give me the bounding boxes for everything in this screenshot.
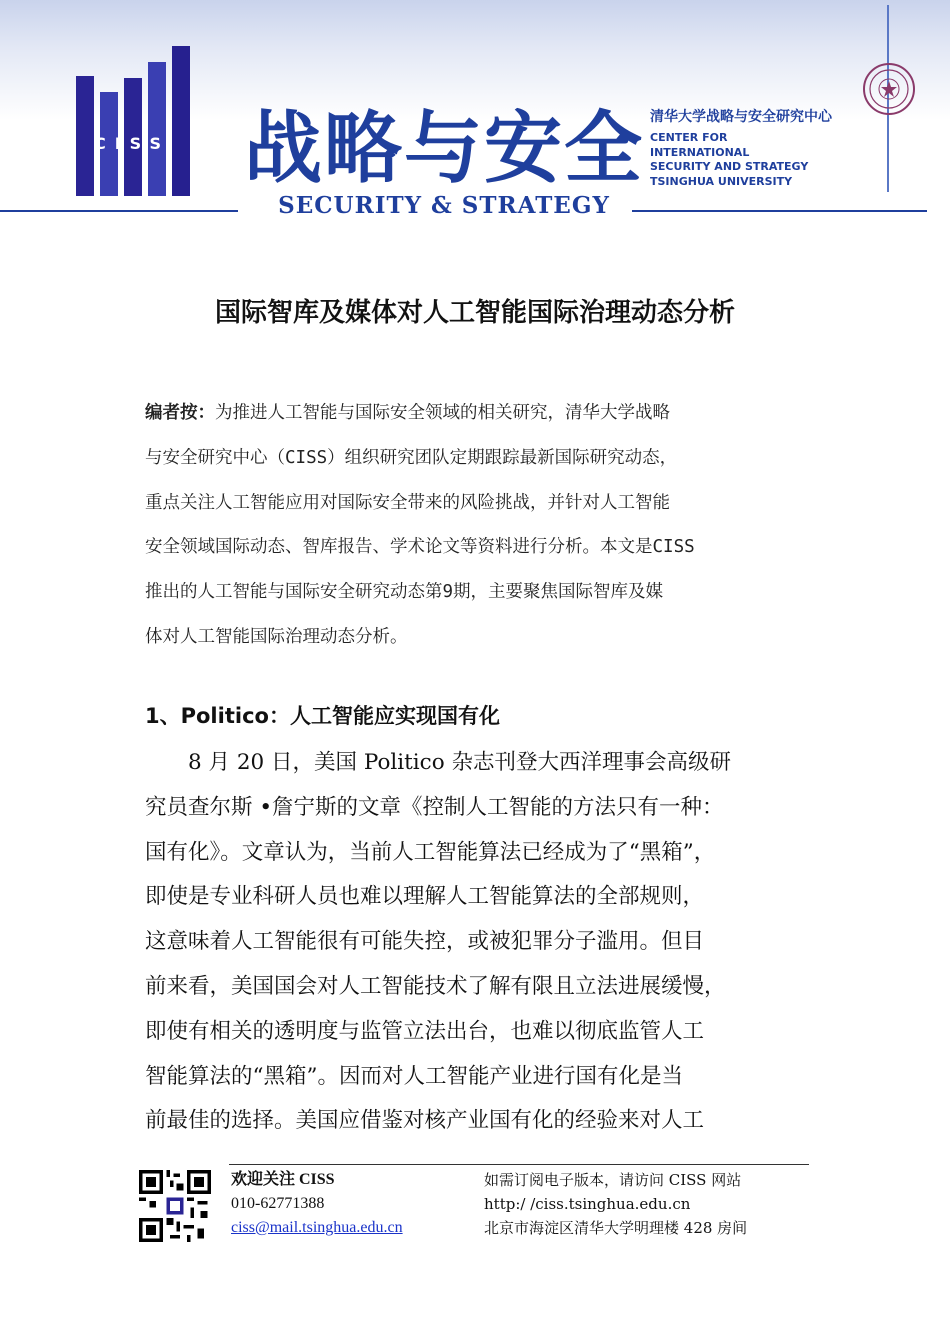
editor-note-line: 体对人工智能国际治理动态分析。 [145,626,408,647]
ciss-logo [76,46,191,196]
paragraph-line: 国有化》。文章认为，当前人工智能算法已经成为了“黑箱”， [145,839,716,865]
footer-subscribe-note: 如需订阅电子版本，请访问 CISS 网站 [484,1171,742,1189]
center-name-en-line: INTERNATIONAL [650,145,750,159]
center-name-cn: 清华大学战略与安全研究中心 [650,109,832,125]
footer-website-link[interactable]: http:/ /ciss.tsinghua.edu.cn [484,1195,691,1213]
paragraph-line: 智能算法的“黑箱”。因而对人工智能产业进行国有化是当 [145,1063,683,1089]
center-name-en-line: TSINGHUA UNIVERSITY [650,174,793,188]
editor-note-line: 与安全研究中心（CISS）组织研究团队定期跟踪最新国际研究动态， [145,447,678,468]
footer-email-link[interactable]: ciss@mail.tsinghua.edu.cn [231,1219,403,1236]
paragraph-line: 究员查尔斯 •詹宁斯的文章《控制人工智能的方法只有一种： [145,794,724,820]
footer-phone: 010-62771388 [231,1195,325,1212]
editor-note [145,391,815,660]
paragraph-line: 即使是专业科研人员也难以理解人工智能算法的全部规则， [145,884,705,910]
footer-rule [229,1164,809,1165]
tsinghua-seal-icon [862,62,916,116]
paragraph-line: 前来看，美国国会对人工智能技术了解有限且立法进展缓慢， [145,973,726,999]
editor-note-line: 安全领域国际动态、智库报告、学术论文等资料进行分析。本文是CISS [145,537,695,558]
masthead-rule [0,210,238,212]
footer-address: 北京市海淀区清华大学明理楼 428 房间 [484,1219,748,1237]
logo-text: CISS [93,134,171,153]
editor-note-line: 推出的人工智能与国际安全研究动态第9期，主要聚焦国际智库及媒 [145,582,664,603]
paragraph-line: 前最佳的选择。美国应借鉴对核产业国有化的经验来对人工 [145,1108,705,1134]
paragraph-line: 8 月 20 日，美国 Politico 杂志刊登大西洋理事会高级研 [145,750,732,775]
editor-note-line [145,391,815,436]
logo-bar [172,46,190,196]
publication-title-en: SECURITY & STRATEGY [278,192,610,219]
logo-bar [148,62,166,196]
section-heading: 1、Politico：人工智能应实现国有化 [145,704,500,728]
center-name-en [650,131,870,189]
paragraph-line: 这意味着人工智能很有可能失控，或被犯罪分子滥用。但目 [145,929,705,955]
center-name-en-line: CENTER FOR [650,131,728,144]
editor-note-label: 编者按： [145,403,215,423]
editor-note-line: 重点关注人工智能应用对国际安全带来的风险挑战，并针对人工智能 [145,492,670,513]
footer-subscription [484,1168,814,1240]
masthead [0,0,950,225]
paragraph-line: 即使有相关的透明度与监管立法出台，也难以彻底监管人工 [145,1018,705,1044]
footer-contact [231,1168,471,1240]
body-paragraph [145,741,813,1144]
center-name-en-line: SECURITY AND STRATEGY [650,160,809,173]
qr-code-icon[interactable] [139,1170,211,1242]
document-title: 国际智库及媒体对人工智能国际治理动态分析 [214,298,735,328]
editor-note-text: 为推进人工智能与国际安全领域的相关研究，清华大学战略 [215,403,670,423]
footer-follow: 欢迎关注 CISS [231,1171,335,1188]
publication-title-cn: 战略与安全 [244,104,645,194]
masthead-rule [632,210,927,212]
